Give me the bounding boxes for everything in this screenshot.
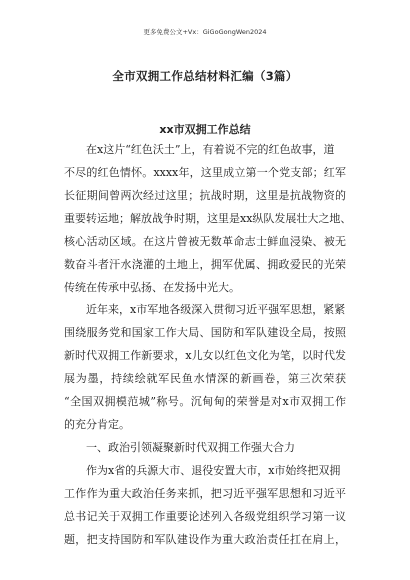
body-line-9: 围绕服务党和国家工作大局、国防和军队建设全局，按照 bbox=[64, 326, 346, 339]
body-line-1: 在x这片“红色沃土”上，有着说不完的红色故事，道 bbox=[86, 143, 335, 156]
section-title: xx市双拥工作总结 bbox=[159, 123, 251, 136]
body-line-15: 作为x省的兵源大市、退役安置大市，x市始终把双拥 bbox=[86, 464, 341, 477]
body-line-3: 长征期间曾两次经过这里；抗战时期，这里是抗战物资的 bbox=[64, 189, 346, 202]
document-title: 全市双拥工作总结材料汇编（3篇） bbox=[112, 69, 298, 83]
subheading-line: 一、政治引领凝聚新时代双拥工作强大合力 bbox=[86, 441, 295, 454]
body-line-18: 题，把支持国防和军队建设作为重大政治责任扛在肩上， bbox=[64, 533, 346, 546]
body-line-7: 传统在传承中弘扬、在发扬中光大。 bbox=[64, 281, 240, 294]
body-line-5: 核心活动区域。在这片曾被无数革命志士鲜血浸染、被无 bbox=[64, 235, 346, 248]
body-line-11: 展为墨，持续绘就军民鱼水情深的新画卷，第三次荣获 bbox=[64, 372, 346, 385]
body-line-17: 总书记关于双拥工作重要论述列入各级党组织学习第一议 bbox=[64, 510, 346, 523]
body-line-6: 数奋斗者汗水浇灌的土地上，拥军优属、拥政爱民的光荣 bbox=[64, 258, 346, 271]
body-line-16: 工作作为重大政治任务来抓，把习近平强军思想和习近平 bbox=[64, 487, 346, 500]
body-line-4: 重要转运地；解放战争时期，这里是xx纵队发展壮大之地、 bbox=[64, 212, 352, 225]
body-line-2: 不尽的红色情怀。xxxx年，这里成立第一个党支部；红军 bbox=[64, 166, 346, 179]
header-note: 更多免费公文+Vx：GiGoGongWen2024 bbox=[143, 28, 267, 36]
body-line-13: 的充分肯定。 bbox=[64, 418, 130, 431]
body-line-10: 新时代双拥工作新要求，x儿女以红色文化为笔，以时代发 bbox=[64, 349, 346, 362]
body-line-8: 近年来，x市军地各级深入贯彻习近平强军思想，紧紧 bbox=[86, 303, 346, 316]
body-line-12: “全国双拥模范城”称号。沉甸甸的荣誉是对x市双拥工作 bbox=[64, 395, 346, 408]
